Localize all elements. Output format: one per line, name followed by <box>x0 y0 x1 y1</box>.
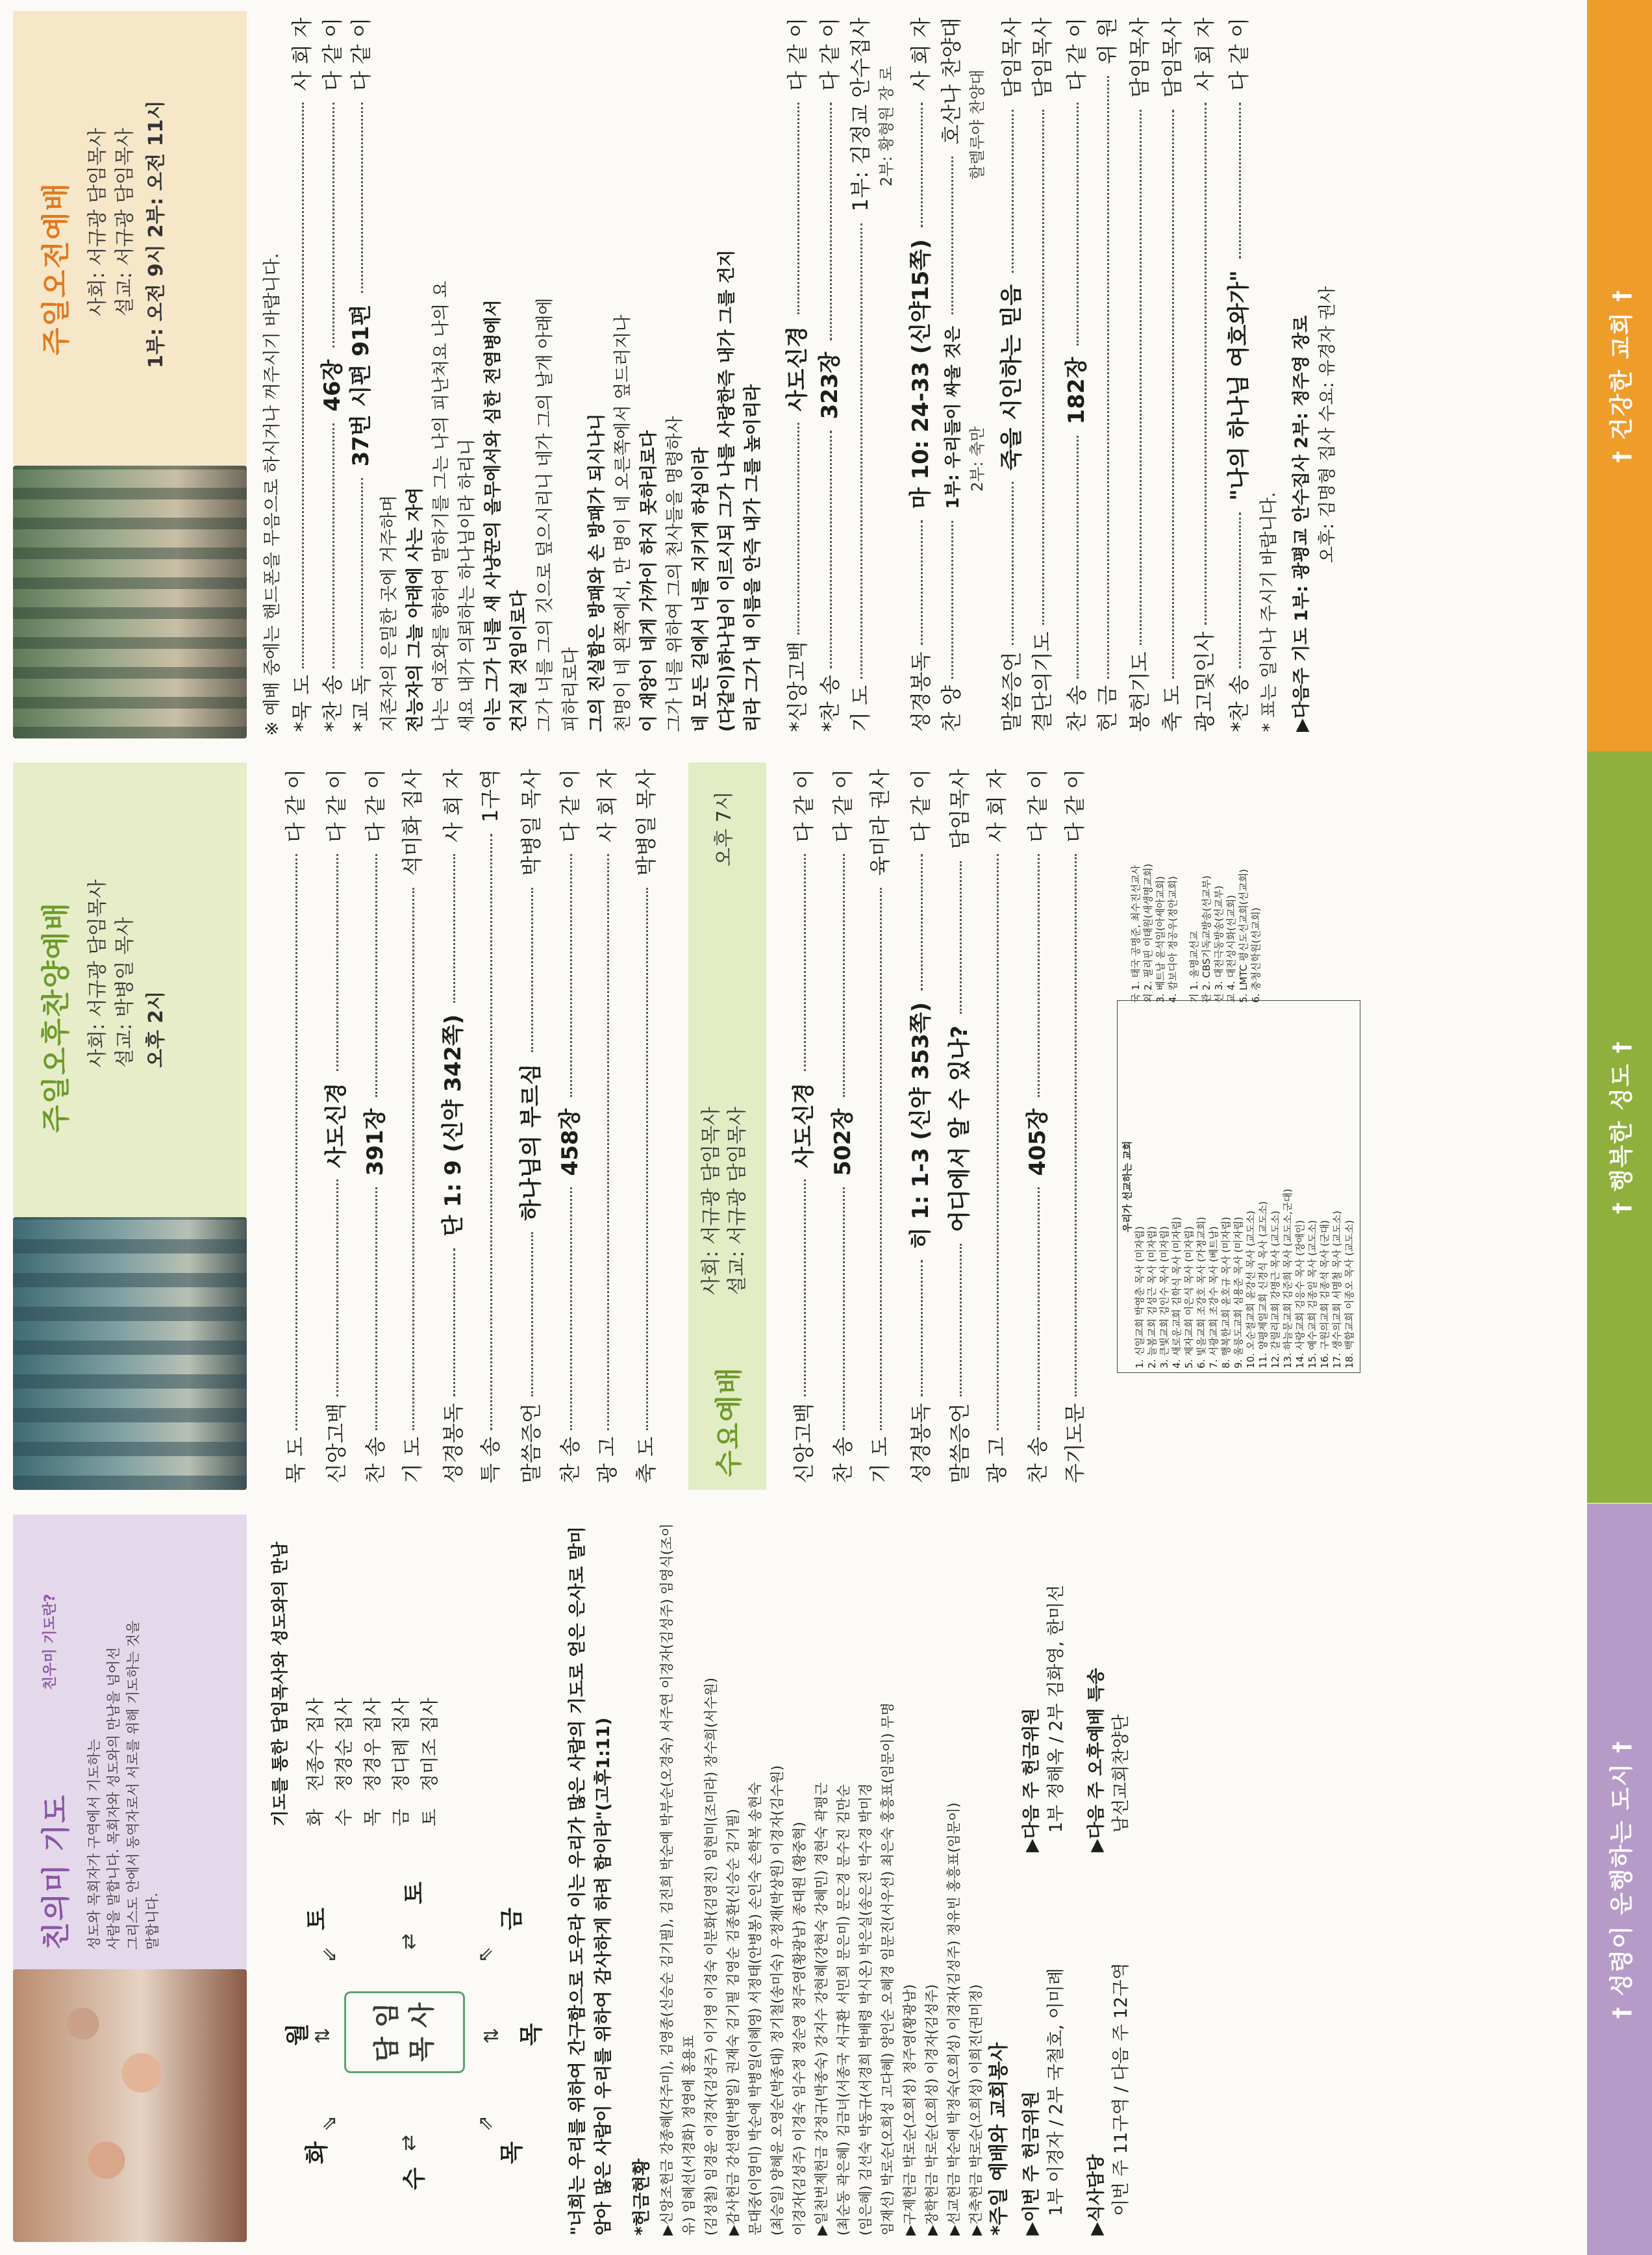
prayer-cycle-diagram <box>273 1852 545 2216</box>
order-row <box>1221 18 1253 732</box>
reading-line: 나는 여호와를 향하여 말하기를 그는 나의 피난처요 나의 요 <box>431 281 451 732</box>
row-leader: 담임목사 <box>1030 18 1055 98</box>
offering-line: (최승일) 양혜윤 오영순(박종대) 정기철(송미숙) 우정재(박상원) 이경자(김수원) <box>770 1765 785 2236</box>
prayer-list-item <box>301 1515 330 1826</box>
row-leader: 담임목사 <box>999 18 1024 98</box>
order-row <box>552 769 584 1483</box>
congregation-photo <box>13 1217 247 1490</box>
reading-line: 그가 너를 그의 깃으로 덮으시리니 네가 그의 날개 아래에 <box>535 297 555 732</box>
wednesday-time: 오후 7시 <box>713 791 736 866</box>
prayer-header-box <box>13 1515 247 1969</box>
row-leader: 다 같 이 <box>1227 17 1251 92</box>
arrow-icon: ⇅ <box>481 2027 503 2044</box>
prayer-title-note: 친우미 기도란? <box>42 1594 58 1690</box>
row-label: 축 도 <box>1160 685 1184 732</box>
row-leader: 다 같 이 <box>1025 768 1050 843</box>
row-label: 성경봉독 <box>441 1403 466 1483</box>
list-day: 토 <box>419 1808 440 1826</box>
order-row <box>994 18 1025 732</box>
mission-church: 13. 하늘문교회 김준희 목사 (교도소,군대) <box>1282 1189 1294 1368</box>
row-label: 기 도 <box>868 1437 892 1483</box>
mission-church: 7. 서광교회 조강수 목사 (베트남) <box>1208 1226 1220 1368</box>
row-content: 단 1: 9 (신약 342쪽) <box>440 1014 466 1237</box>
row-label: 찬 송 <box>558 1437 582 1483</box>
row-label: *찬 송 <box>1227 675 1251 732</box>
day-tue: 화 <box>304 2141 331 2164</box>
row-label: 헌 금 <box>1095 685 1120 732</box>
row-content: 마 10: 24-33 (신약15쪽) <box>908 239 934 509</box>
row-leader: 다 같 이 <box>831 768 855 843</box>
reading-line: 이는 그가 너를 새 사냥꾼의 올무에서와 심한 전염병에서 <box>483 299 503 732</box>
order-row <box>825 769 857 1483</box>
mission-church: 3. 큰빛교회 김인수 목사 (미자립) <box>1158 1226 1170 1368</box>
row-content: 391장 <box>362 1108 388 1176</box>
row-label: *묵 도 <box>290 675 314 732</box>
row-leader: 사 회 자 <box>441 769 466 843</box>
order-row <box>474 769 504 1483</box>
reading-line: 그의 진실함은 방패와 손 방패가 되시나니 <box>587 413 607 732</box>
row-leader: 사 회 자 <box>1192 18 1217 92</box>
row-content: 히 1: 1-3 (신약 353쪽) <box>908 1002 934 1249</box>
mission-church: 17. 생수의교회 서명철 목사 (교도소) <box>1331 1210 1343 1368</box>
row-leader: 다 같 이 <box>324 768 349 843</box>
afternoon-presider: 사회: 서규광 담임목사 <box>86 879 109 1068</box>
morning-header-box <box>13 11 247 466</box>
mission-church: 9. 울릉도교회 심용준 목사 (미자립) <box>1233 1216 1244 1368</box>
mission-church: 14. 사랑교회 김응수 목사 (장애인) <box>1294 1220 1306 1368</box>
order-row <box>1058 18 1090 732</box>
row-label: 말씀증언 <box>947 1403 972 1483</box>
offering-line: (김성철) 임경윤 이경자(김성주) 이기영 이경숙 이분화(김영진) 임현미(조미라) 장수희(서수원) <box>703 1678 719 2236</box>
row-leader: 다 같 이 <box>1062 769 1087 843</box>
mission-org: 선 3. 대전극동방송(선교부) <box>1213 885 1225 1003</box>
desc-line: 성도와 목회자가 구역에서 기도하는 <box>86 1739 102 1950</box>
row-content: 502장 <box>830 1108 856 1176</box>
row-label: 기 도 <box>848 685 873 732</box>
pastor-prayer-list <box>266 1515 444 1826</box>
order-row <box>1156 18 1186 732</box>
order-row <box>935 18 965 732</box>
mission-org: 3. 베트남 윤석일(아세아교회) <box>1155 876 1166 1003</box>
afternoon-service-panel <box>0 751 1652 1503</box>
wednesday-presider: 사회: 서규광 담임목사 <box>700 1107 723 1295</box>
center-line: 목 사 <box>407 2002 437 2062</box>
row-content: "나의 하나님 여호와가" <box>1226 270 1252 501</box>
next-prayer: ▶다음주 기도 1부: 광평교 안수집사 2부: 정주영 장로 <box>1292 315 1312 732</box>
mission-church: 8. 행복한교회 윤호규 목사 (미자립) <box>1220 1216 1232 1368</box>
row-leader: 다 같 이 <box>283 769 308 843</box>
service-title: *주일 예배와 교회봉사 <box>988 2042 1010 2236</box>
row-leader: 사 회 자 <box>908 18 933 92</box>
mission-church: 16. 구원의교회 김종석 목사 (군대) <box>1319 1220 1331 1368</box>
row-leader: 다 같 이 <box>1064 17 1089 92</box>
morning-footer: † 건강한 교회 † <box>1587 0 1652 751</box>
row-label: 찬 송 <box>1064 685 1089 732</box>
row-content: 죽을 시인하는 믿음 <box>999 284 1025 471</box>
mission-organizations <box>1130 769 1262 1003</box>
reading-line: 지존자의 은밀한 곳에 거주하며 <box>379 495 399 732</box>
order-row <box>343 18 375 732</box>
order-row <box>630 769 660 1483</box>
next-prayer-2: 오후: 김명형 집사 수요: 유경자 권사 <box>1318 286 1338 563</box>
list-name: 정미조 집사 <box>419 1698 440 1792</box>
offering-line: 임재선) 박로순(오희성 고다혜) 양인순 오혜경 임문진(서우선) 최은숙 홍흥표(임문이) 무명 <box>880 1702 895 2236</box>
afternoon-preacher: 설교: 박병일 목사 <box>114 916 136 1068</box>
row-label: 신앙고백 <box>324 1403 349 1483</box>
row-leader: 담임목사 <box>947 769 972 850</box>
offering-line: ▶건축헌금 박로순(오희성) 이희진(권미정) <box>968 1984 984 2236</box>
prayer-list-item <box>358 1515 387 1826</box>
order-row <box>318 769 350 1483</box>
afternoon-header-box <box>13 762 247 1217</box>
row-content: 사도신경 <box>323 1083 349 1168</box>
order-row <box>1091 18 1121 732</box>
arrow-icon: ⇖ <box>474 1946 497 1963</box>
phone-notice: ※ 예배 중에는 핸드폰을 무음으로 하시거나 꺼주시기 바랍니다. <box>262 253 282 736</box>
row-label: 찬 송 <box>1025 1437 1050 1483</box>
prayer-footer: † 성령이 운행하는 도시 † <box>1587 1504 1652 2255</box>
row-leader: 담임목사 <box>1127 18 1152 98</box>
row-leader: 육미라 권사 <box>868 769 892 876</box>
mission-org: 외 2. 필리핀 이태원(새생명교회) <box>1142 863 1154 1003</box>
row-label: 광고및인사 <box>1192 631 1217 732</box>
mission-church: 10. 오순절교회 윤강선 목사 (교도소) <box>1245 1210 1257 1368</box>
row-content-alt: 2부: 축만 <box>968 426 986 492</box>
row-label: 말씀증언 <box>999 651 1024 732</box>
reading-line: 건지실 것임이로다 <box>509 590 529 732</box>
day-sat: 토 <box>401 1882 428 1904</box>
list-day: 목 <box>362 1808 383 1826</box>
this-week-offering: 1부 이경자 / 2부 국철호, 이미례 <box>1046 1968 1066 2216</box>
list-day: 수 <box>333 1808 355 1826</box>
row-label: 찬 양 <box>939 685 964 732</box>
wednesday-preacher: 설교: 서규광 담임목사 <box>726 1107 749 1295</box>
row-leader: 박병일 목사 <box>519 768 544 876</box>
arrow-icon: ⇙ <box>318 1946 341 1963</box>
list-name: 전종수 집사 <box>305 1698 326 1792</box>
mission-org: 4. 캄보디아 정공우(정안교회) <box>1167 876 1179 1003</box>
reading-line: 이 재앙이 네게 가까이 하지 못하리로다 <box>639 430 659 732</box>
row-leader: 1구역 <box>478 769 503 823</box>
order-row <box>279 769 309 1483</box>
offering-line: 이경자(김성주) 이경숙 임수정 정순영 정주영(황광남) 종대원 (황중혁) <box>792 1822 807 2236</box>
arrow-icon: ⇗ <box>474 2115 497 2132</box>
afternoon-title: 주일오후찬양예배 <box>40 901 73 1133</box>
order-row <box>786 769 818 1483</box>
row-label: 광 고 <box>984 1437 1009 1483</box>
order-row <box>513 769 545 1483</box>
morning-preacher: 설교: 서규광 담임목사 <box>114 128 136 316</box>
mission-church: 18. 백합교회 이종오 목사 (교도소) <box>1344 1220 1355 1368</box>
day-wed: 수 <box>401 2167 428 2190</box>
row-leader: 사 회 자 <box>595 769 620 843</box>
mission-table-title: 우리가 선교하는 교회 <box>1121 1140 1133 1233</box>
day-mon: 월 <box>284 2023 311 2046</box>
row-label: 성경봉독 <box>908 1403 933 1483</box>
next-week-offering: 1부 정해옥 / 2부 김화영, 한미선 <box>1046 1585 1066 1833</box>
senior-pastor-box <box>344 1991 465 2073</box>
order-row <box>1020 769 1051 1483</box>
afternoon-footer: † 행복한 성도 † <box>1587 751 1652 1503</box>
row-content: 1부: 우리들이 싸울 것은 <box>944 325 963 509</box>
row-label: 신앙고백 <box>792 1403 816 1483</box>
list-name: 정경순 집사 <box>333 1698 355 1792</box>
offering-line: (임은혜) 김선숙 박동규(서경희 박배령 박시온) 박은실(송은진 박수경 박미경 <box>858 1783 873 2236</box>
row-content: 323장 <box>817 351 843 420</box>
arrow-icon: ⇅ <box>312 2027 334 2044</box>
bible-verse: "너희는 우리를 위하여 간구함으로 도우라 이는 우리가 많은 사람의 기도로 얻은 은사로 말미암아 많은 사람이 우리를 위하여 감사하게 하려 함이라"(고후1:11) <box>568 1526 614 2236</box>
row-label: 찬 송 <box>363 1437 388 1483</box>
arrow-icon: ⇘ <box>318 2115 341 2132</box>
row-content: 458장 <box>557 1108 583 1176</box>
mission-church: 1. 신일교회 박영춘 목사 (미자립) <box>1134 1226 1145 1368</box>
mission-church: 5. 제자교회 이은식 목사 (미자립) <box>1183 1226 1195 1368</box>
row-leader: 1부: 김정교 안수집사 <box>848 18 873 212</box>
row-leader: 다 같 이 <box>349 18 373 92</box>
morning-service-panel <box>0 0 1652 751</box>
list-name: 정경우 집사 <box>362 1698 383 1792</box>
order-row <box>357 769 389 1483</box>
prayer-news-panel <box>0 1504 1652 2255</box>
prayer-description <box>84 1534 162 1950</box>
order-row <box>779 18 811 732</box>
wednesday-header-box <box>688 762 766 1490</box>
row-label: 성경봉독 <box>908 651 933 732</box>
arrow-icon: ⇄ <box>397 1933 420 1950</box>
row-label: *찬 송 <box>320 675 345 732</box>
order-row <box>286 18 316 732</box>
row-label: 봉헌기도 <box>1127 651 1152 732</box>
row-label: 말씀증언 <box>519 1403 544 1483</box>
order-row <box>942 769 973 1483</box>
list-day: 화 <box>305 1808 326 1826</box>
responsive-reading <box>377 11 766 732</box>
reading-line: 전능자의 그늘 아래에 사는 자여 <box>405 487 425 732</box>
order-row <box>591 769 621 1483</box>
fellowship-photo <box>13 1969 247 2242</box>
offering-line: ▶구제헌금 박로순(오희성) 정주영(황광남) <box>902 1984 918 2236</box>
order-row <box>981 769 1010 1483</box>
center-line: 담 임 <box>372 2002 402 2062</box>
reading-line: 피하리로다 <box>561 647 581 732</box>
list-day: 금 <box>390 1808 412 1826</box>
order-row <box>396 769 426 1483</box>
standing-note: * 표는 일어나 주시기 바랍니다. <box>1259 492 1279 732</box>
order-row <box>1026 18 1056 732</box>
row-leader-alt: 할렐루야 찬양대 <box>968 69 986 180</box>
row-label: 묵 도 <box>283 1437 308 1483</box>
order-row <box>864 769 894 1483</box>
arrow-icon: ⇄ <box>397 2134 420 2151</box>
row-content: 어디에서 알 수 있나? <box>947 1026 973 1232</box>
row-label: 찬 송 <box>831 1437 855 1483</box>
offering-title: *헌금현황 <box>632 2158 652 2236</box>
morning-title: 주일오전예배 <box>40 181 73 355</box>
wednesday-title: 수요예배 <box>713 1366 745 1477</box>
list-title: 기도를 통한 담임목사와 성도와의 만남 <box>271 1541 290 1826</box>
order-row <box>435 769 467 1483</box>
order-row <box>812 18 844 732</box>
day-sat-top: 토 <box>304 1908 331 1930</box>
mission-org: 기 1. 울명교선교 <box>1188 931 1200 1003</box>
mission-church: 12. 갈릴리교회 강명근 목사 (교도소) <box>1270 1210 1281 1368</box>
order-row <box>1058 769 1088 1483</box>
offering-list <box>656 1515 987 2236</box>
offering-line: (최순동 곽은혜) 김금녀(서종국 서규환 서민희 문은미) 문은경 문수진 김만순 <box>836 1784 851 2236</box>
special-song: 남선교회찬양단 <box>1111 1714 1131 1833</box>
mission-church: 2. 늘봄교회 김성근 목사 (미자립) <box>1146 1226 1158 1368</box>
row-label: 광 고 <box>595 1437 620 1483</box>
mission-church: 4. 새로운교회 김학식 목사 (미자립) <box>1171 1216 1183 1368</box>
row-leader: 사 회 자 <box>984 769 1009 843</box>
desc-line: 그리스도 안에서 동역자로서 서로를 위해 기도하는 것을 <box>125 1620 141 1950</box>
offering-line: 문대중(이영미) 박순애 박병일(이혜영) 서정태(안병봉) 손인숙 손학복 송현숙 <box>747 1782 763 2236</box>
reading-line: 새요 내가 의뢰하는 하나님이라 하리니 <box>457 438 477 732</box>
offering-line: ▶신앙조헌금 강종혜(각주미), 김영종(신승순 김기필), 김진희 박순예 박부순(오경숙) 서주연 이경자(김성주) 임영식(조이유) 임혜선(서경화) 정영애 홍용표 <box>659 1523 697 2236</box>
row-leader: 사 회 자 <box>290 18 314 92</box>
prayer-list-item <box>416 1515 444 1826</box>
row-leader: 다 같 이 <box>785 17 810 92</box>
day-thu-bottom: 목 <box>518 2023 545 2046</box>
this-week-offering-label: ▶이번 주 헌금위원 <box>1021 2091 1042 2236</box>
mission-org: 6. 충청신학원(선교회) <box>1250 907 1262 1003</box>
order-row <box>903 18 934 732</box>
mission-org: 5. LMTC 평신도선교회(선교회) <box>1238 868 1249 1003</box>
row-content: 37번 시편 91편 <box>348 304 374 467</box>
offering-line: ▶감사헌금 강선영(박병일) 권재숙 김기필 김영순 김종환(신승순 김기필) <box>725 1809 741 2236</box>
prayer-list-item <box>330 1515 358 1826</box>
offering-line: ▶일천번제헌금 강정규(박종숙) 강지수 강현혜(강현숙 강혜민) 경현숙 곽평근 <box>814 1782 829 2236</box>
row-leader: 다 같 이 <box>908 768 933 843</box>
order-row <box>844 18 874 732</box>
list-name: 정디례 집사 <box>390 1698 412 1792</box>
mission-org: 교 4. 대전성시화(선교회) <box>1225 895 1237 1003</box>
day-fri: 금 <box>499 1908 525 1930</box>
next-week-offering-label: ▶다음 주 헌금위원 <box>1021 1707 1042 1852</box>
mission-church: 15. 예수교회 김종일 목사 (교도소) <box>1307 1220 1318 1368</box>
row-leader: 박병일 목사 <box>634 769 658 876</box>
reading-line: 네 모든 길에서 너를 지키게 하심이라 <box>691 447 711 732</box>
day-thu: 목 <box>499 2141 525 2164</box>
prayer-list-item <box>387 1515 416 1826</box>
row-leader: 다 같 이 <box>363 768 388 843</box>
row-leader: 다 같 이 <box>320 17 345 92</box>
row-label: 주기도문 <box>1062 1403 1087 1483</box>
row-leader: 다 같 이 <box>558 768 582 843</box>
row-label: *교 독 <box>349 675 373 732</box>
row-label: 기 도 <box>400 1437 425 1483</box>
desc-line: 말합니다. <box>145 1893 160 1950</box>
row-content: 하나님의 부르심 <box>518 1063 544 1221</box>
row-label: 특 송 <box>478 1437 503 1483</box>
meal-label: ▶식사담당 <box>1086 2154 1107 2236</box>
reading-line: (다같이)하나님이 이르시되 그가 나를 사랑한즉 내가 그를 건지 <box>717 249 737 732</box>
mission-church-list <box>1117 1000 1360 1373</box>
meal-duty: 이번 주 11구역 / 다음 주 12구역 <box>1111 1962 1131 2216</box>
offering-line: ▶장학헌금 박로순(오희성) 이경자(김성주) <box>924 1984 940 2236</box>
row-leader: 다 같 이 <box>818 17 842 92</box>
row-leader: 위 원 <box>1095 18 1120 64</box>
row-leader-alt: 2부: 황형원 장 로 <box>877 66 895 186</box>
order-row <box>314 18 346 732</box>
reading-line: 그가 너를 위하여 그의 천사들을 명령하사 <box>665 416 685 732</box>
order-row <box>1123 18 1153 732</box>
choir-photo <box>13 466 247 738</box>
reading-line: 천명이 네 왼쪽에서, 만 명이 네 오른쪽에서 엎드러지나 <box>613 314 633 732</box>
row-leader: 석미화 집사 <box>400 769 425 876</box>
row-content: 46장 <box>319 359 345 412</box>
offering-line: ▶선교헌금 박순애 박정숙(오희성) 이경자(김성주) 정유빈 홍흥표(임문이) <box>946 1802 962 2236</box>
row-content: 사도신경 <box>791 1083 817 1168</box>
mission-church: 11. 양평제일교회 신경식 목사 (교도소) <box>1257 1201 1269 1368</box>
row-label: 축 도 <box>634 1437 658 1483</box>
desc-line: 사람을 말합니다. 목회자와 성도와의 만남을 넘어선 <box>106 1646 121 1950</box>
prayer-title: 친의미 기도 <box>40 1794 73 1950</box>
row-content: 405장 <box>1025 1108 1051 1176</box>
row-leader: 다 같 이 <box>792 768 816 843</box>
mission-org: 국 1. 태국 공명준, 최수진선교사 <box>1130 864 1142 1003</box>
row-leader: 호산나 찬양대 <box>939 17 964 145</box>
afternoon-time: 오후 2시 <box>145 990 168 1068</box>
row-content: 사도신경 <box>784 326 810 412</box>
mission-church: 6. 빛을교회 조강호 목사 (가정교회) <box>1195 1216 1207 1368</box>
order-row <box>903 769 934 1483</box>
order-row <box>1188 18 1218 732</box>
row-label: *신앙고백 <box>785 641 810 732</box>
row-label: 결단의기도 <box>1030 631 1055 732</box>
row-content: 182장 <box>1064 357 1090 425</box>
row-label: *찬 송 <box>818 675 842 732</box>
morning-presider: 사회: 서규광 담임목사 <box>86 128 109 316</box>
row-leader: 담임목사 <box>1160 18 1184 98</box>
special-song-label: ▶다음 주 오후예배 특송 <box>1086 1668 1107 1852</box>
reading-line: 리라 그가 내 이름을 안즉 내가 그를 높이리라 <box>743 384 763 732</box>
mission-org: 관 2. CBS기독교방송(선교부) <box>1201 876 1212 1003</box>
morning-times: 1부: 오전 9시 2부: 오전 11시 <box>145 100 168 368</box>
